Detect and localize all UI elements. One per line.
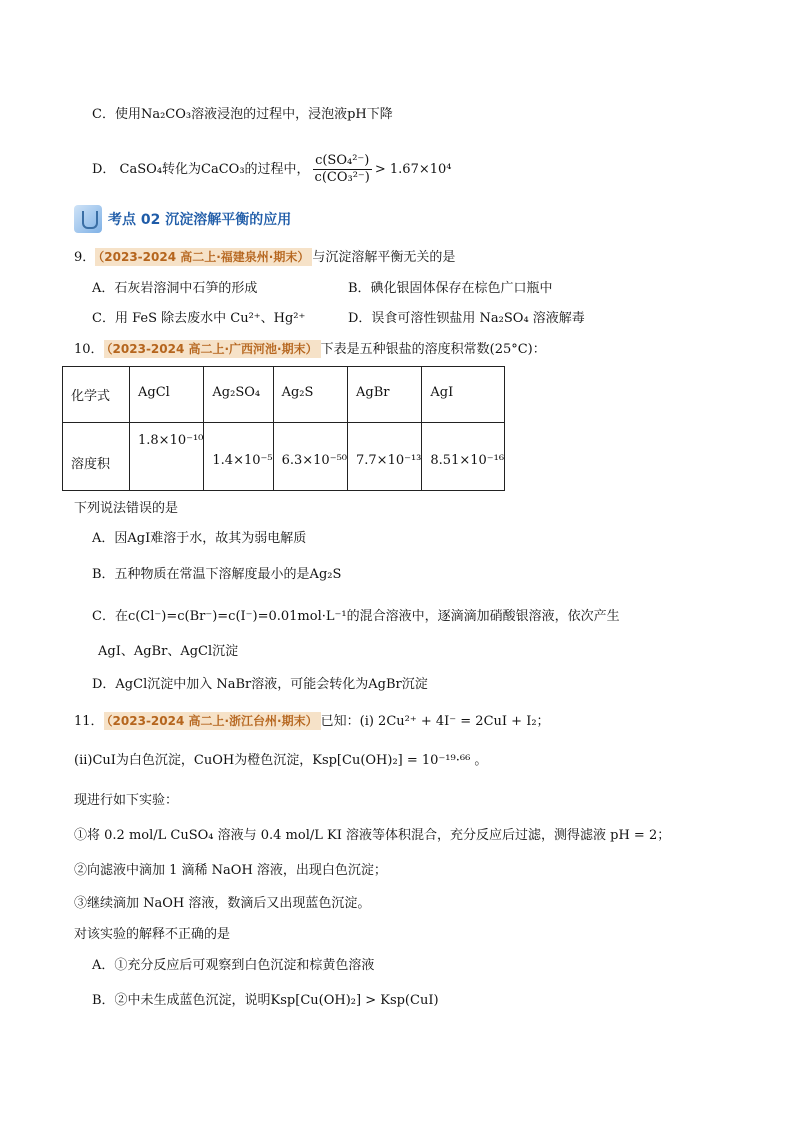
q11-stem-line	[74, 712, 550, 731]
q11-step-3: ③继续滴加 NaOH 溶液，数滴后又出现蓝色沉淀。	[74, 896, 371, 911]
q8-option-d-numerator: c(SO₄²⁻)	[313, 153, 372, 170]
table-cell: Ag₂SO₄	[204, 367, 273, 423]
q10-option-d: D．AgCl沉淀中加入 NaBr溶液，可能会转化为AgBr沉淀	[92, 677, 428, 692]
q8-option-c: C．使用Na₂CO₃溶液浸泡的过程中，浸泡液pH下降	[92, 107, 393, 122]
q10-option-a: A．因AgI难溶于水，故其为弱电解质	[92, 531, 307, 546]
q8-option-d-prefix: D． CaSO₄转化为CaCO₃的过程中，	[92, 162, 310, 177]
q11-prompt: 对该实验的解释不正确的是	[74, 927, 231, 942]
q8-option-d-denominator: c(CO₃²⁻)	[314, 170, 370, 185]
table-cell: Ag₂S	[273, 367, 347, 423]
q11-intro: 现进行如下实验：	[74, 793, 179, 808]
q8-option-d-suffix: > 1.67×10⁴	[374, 162, 452, 177]
q10-prompt: 下列说法错误的是	[74, 501, 179, 516]
q11-option-b: B．②中未生成蓝色沉淀，说明Ksp[Cu(OH)₂] > Ksp(CuI)	[92, 993, 439, 1008]
section-header	[74, 204, 291, 234]
table-row	[63, 367, 505, 423]
table-cell: 1.8×10⁻¹⁰	[130, 423, 204, 491]
table-row-header: 化学式	[63, 367, 130, 423]
q9-stem: 与沉淀溶解平衡无关的是	[312, 250, 456, 265]
q10-stem-line	[74, 340, 546, 359]
q11-given-ii: (ii)CuI为白色沉淀，CuOH为橙色沉淀，Ksp[Cu(OH)₂] = 10⁻¹⁹·⁶⁶ 。	[74, 753, 488, 768]
q9-source-tag: （2023-2024 高二上·福建泉州·期末）	[95, 248, 312, 266]
q10-option-c-cont: AgI、AgBr、AgCl沉淀	[98, 644, 239, 659]
q9-option-a: A．石灰岩溶洞中石笋的形成	[92, 281, 258, 296]
q10-stem: 下表是五种银盐的溶度积常数(25°C)：	[320, 342, 546, 357]
q10-source-tag: （2023-2024 高二上·广西河池·期末）	[104, 340, 321, 358]
q8-option-d	[92, 150, 452, 190]
q10-option-b: B．五种物质在常温下溶解度最小的是Ag₂S	[92, 567, 342, 582]
q11-step-2: ②向滤液中滴加 1 滴稀 NaOH 溶液，出现白色沉淀；	[74, 863, 387, 878]
q9-option-c: C．用 FeS 除去废水中 Cu²⁺、Hg²⁺	[92, 311, 306, 326]
q11-step-1: ①将 0.2 mol/L CuSO₄ 溶液与 0.4 mol/L KI 溶液等体积混合，充分反应后过滤，测得滤液 pH = 2；	[74, 828, 671, 843]
table-cell: 8.51×10⁻¹⁶	[422, 423, 505, 491]
ksp-table	[62, 366, 505, 491]
q9-number: 9．	[74, 250, 96, 265]
q10-option-c: C．在c(Cl⁻)=c(Br⁻)=c(I⁻)=0.01mol·L⁻¹的混合溶液中，逐滴滴加硝酸银溶液，依次产生	[92, 609, 620, 624]
table-cell: AgCl	[130, 367, 204, 423]
table-cell: AgBr	[348, 367, 422, 423]
q11-stem: 已知：(i) 2Cu²⁺ + 4I⁻ = 2CuI + I₂；	[320, 714, 550, 729]
section-title: 考点 02 沉淀溶解平衡的应用	[108, 212, 292, 228]
q11-source-tag: （2023-2024 高二上·浙江台州·期末）	[104, 712, 321, 730]
q9-option-b: B．碘化银固体保存在棕色广口瓶中	[348, 281, 553, 296]
q11-number: 11．	[74, 714, 104, 729]
table-cell: 1.4×10⁻⁵	[204, 423, 273, 491]
q8-option-d-fraction	[313, 153, 372, 186]
q9-stem-line	[74, 248, 455, 267]
table-cell: AgI	[422, 367, 505, 423]
flask-icon	[74, 205, 102, 233]
table-row-header: 溶度积	[63, 423, 130, 491]
table-cell: 7.7×10⁻¹³	[348, 423, 422, 491]
q11-option-a: A．①充分反应后可观察到白色沉淀和棕黄色溶液	[92, 958, 375, 973]
table-cell: 6.3×10⁻⁵⁰	[273, 423, 347, 491]
table-row	[63, 423, 505, 491]
q10-number: 10．	[74, 342, 104, 357]
q9-option-d: D．误食可溶性钡盐用 Na₂SO₄ 溶液解毒	[348, 311, 585, 326]
